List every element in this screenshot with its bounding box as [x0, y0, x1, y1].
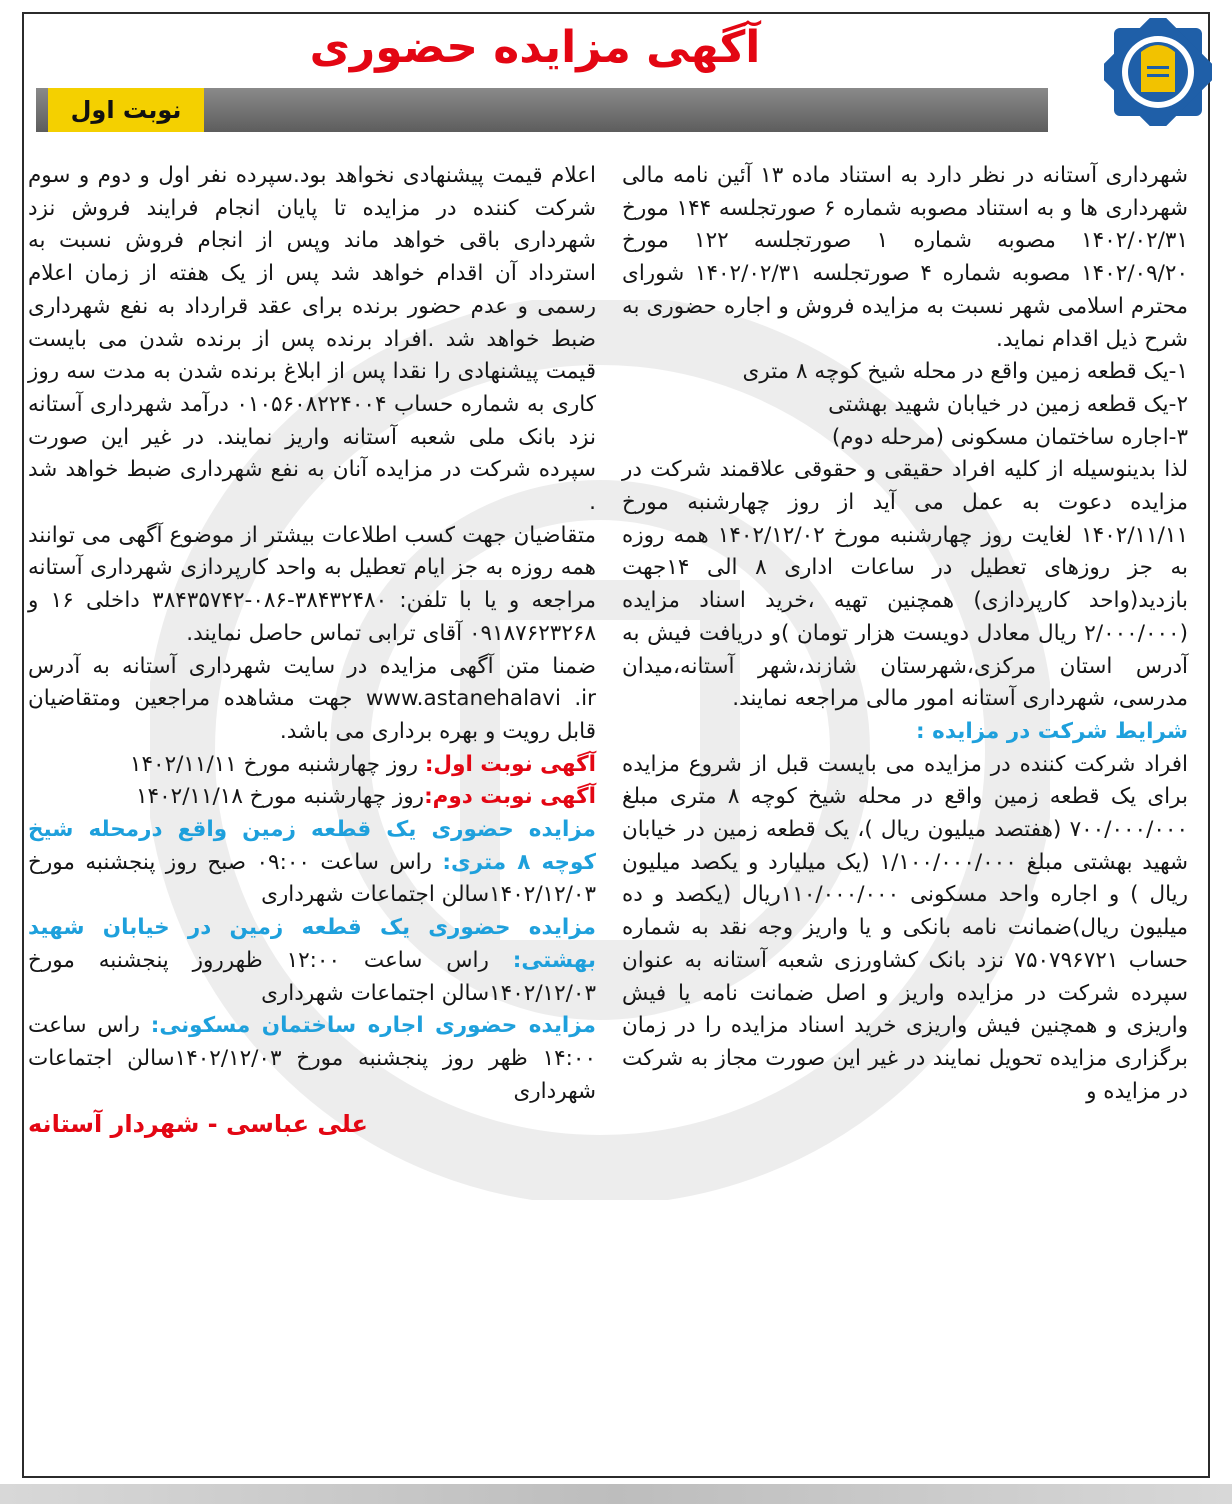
auction-1: [28, 814, 596, 912]
auction-2: [28, 912, 596, 1010]
auction-3: [28, 1010, 596, 1108]
second-ad-line: [28, 781, 596, 814]
right-column: [622, 160, 1188, 1108]
intro-paragraph: شهرداری آستانه در نظر دارد به استناد ماده ۱۳ آئین نامه مالی شهرداری ها و به استناد مصوبه شماره ۶ صورتجلسه ۱۴۴ مورخ ۱۴۰۲/۰۲/۳۱ مصوبه شماره ۱ صورتجلسه ۱۲۲ مورخ ۱۴۰۲/۰۹/۲۰ مصوبه شماره ۴ صورتجلسه ۱۴۰۲/۰۲/۳۱ شورای محترم اسلامی شهر نسبت به مزایده فروش و اجاره حضوری به شرح ذیل اقدام نماید.: [622, 163, 1188, 352]
round-badge: نوبت اول: [48, 88, 204, 132]
website-paragraph: ضمنا متن آگهی مزایده در سایت شهرداری آستانه به آدرس www.astanehalavi .ir جهت مشاهده مراجعین ومتقاضیان قابل رویت و بهره برداری می باشد.: [28, 653, 596, 744]
auction-1-label: مزایده حضوری یک قطعه زمین واقع درمحله شیخ کوچه ۸ متری:: [28, 817, 596, 875]
first-ad-date: روز چهارشنبه مورخ ۱۴۰۲/۱۱/۱۱: [129, 751, 425, 777]
auction-2-time: راس ساعت ۱۲:۰۰ ظهرروز پنجشنبه مورخ ۱۴۰۲/۱۲/۰۳سالن اجتماعات شهرداری: [28, 947, 596, 1006]
auction-3-time: راس ساعت ۱۴:۰۰ ظهر روز پنجشنبه مورخ ۱۴۰۲/۱۲/۰۳سالن اجتماعات شهرداری: [28, 1013, 596, 1104]
page-title: آگهی مزایده حضوری: [309, 22, 761, 73]
auction-2-label: مزایده حضوری یک قطعه زمین در خیابان شهید بهشتی:: [28, 915, 596, 973]
left-column: [28, 160, 596, 1141]
municipality-logo: [1104, 18, 1212, 126]
second-ad-date: روز چهارشنبه مورخ ۱۴۰۲/۱۱/۱۸: [136, 784, 425, 810]
list-item: ۱-یک قطعه زمین واقع در محله شیخ کوچه ۸ متری: [742, 359, 1188, 385]
list-item: ۳-اجاره ساختمان مسکونی (مرحله دوم): [831, 424, 1188, 450]
first-ad-label: آگهی نوبت اول:: [424, 751, 596, 777]
bottom-strip: [0, 1484, 1232, 1504]
invitation-paragraph: لذا بدینوسیله از کلیه افراد حقیقی و حقوقی علاقمند شرکت در مزایده دعوت به عمل می آید از روز چهارشنبه مورخ ۱۴۰۲/۱۱/۱۱ لغایت روز چهارشنبه مورخ ۱۴۰۲/۱۲/۰۲ همه روزه به جز روزهای تعطیل در ساعات اداری ۸ الی ۱۴جهت بازدید(واحد کارپردازی) همچنین تهیه ،خرید اسناد مزایده (۲/۰۰۰/۰۰۰ ریال معادل دویست هزار تومان )و دریافت فیش به آدرس استان مرکزی،شهرستان شازند،شهر آستانه،میدان مدرسی، شهرداری آستانه امور مالی مراجعه نمایند.: [622, 457, 1188, 712]
auction-3-label: مزایده حضوری اجاره ساختمان مسکونی:: [150, 1013, 596, 1039]
continuation-paragraph: اعلام قیمت پیشنهادی نخواهد بود.سپرده نفر اول و دوم و سوم شرکت کننده در مزایده تا پایان انجام فرایند فروش نزد شهرداری باقی خواهد ماند وپس از انجام فروش نسبت به استرداد آن اقدام خواهد شد پس از یک هفته از زمان اعلام رسمی و عدم حضور برنده برای عقد قرارداد به نفع شهرداری ضبط خواهد شد .افراد برنده پس از برنده شدن می بایست قیمت پیشنهادی را نقدا پس از ابلاغ برنده شدن به مدت سه روز کاری به شماره حساب ۰۱۰۵۶۰۸۲۲۴۰۰۴ درآمد شهرداری آستانه نزد بانک ملی شعبه آستانه واریز نمایند. در غیر این صورت سپرده شرکت در مزایده آنان به نفع شهرداری ضبط خواهد شد .: [28, 163, 596, 516]
list-item: ۲-یک قطعه زمین در خیابان شهید بهشتی: [828, 391, 1188, 417]
conditions-heading: شرایط شرکت در مزایده :: [916, 718, 1188, 744]
auction-1-time: راس ساعت ۰۹:۰۰ صبح روز پنجشنبه مورخ ۱۴۰۲/۱۲/۰۳سالن اجتماعات شهرداری: [28, 849, 596, 908]
signature: علی عباسی - شهردار آستانه: [28, 1110, 368, 1139]
first-ad-line: [28, 749, 596, 782]
second-ad-label: آگهی نوبت دوم:: [424, 784, 596, 810]
conditions-paragraph: افراد شرکت کننده در مزایده می بایست قبل از شروع مزایده برای یک قطعه زمین واقع در محله شیخ کوچه ۸ متری مبلغ ۷۰۰/۰۰۰/۰۰۰ (هفتصد میلیون ریال )، یک قطعه زمین در خیابان شهید بهشتی مبلغ ۱/۱۰۰/۰۰۰/۰۰۰ (یک میلیارد و یکصد میلیون ریال ) و اجاره واحد مسکونی ۱۱۰/۰۰۰/۰۰۰ریال (یکصد و ده میلیون ریال)ضمانت نامه بانکی و یا واریز وجه نقد به شماره حساب ۷۵۰۷۹۶۷۲۱ نزد بانک کشاورزی شعبه آستانه به عنوان سپرده شرکت در مزایده واریز و اصل ضمانت نامه یا فیش واریزی و همچنین فیش واریزی خرید اسناد مزایده را در زمان برگزاری مزایده تحویل نمایند در غیر این صورت مجاز به شرکت در مزایده و: [622, 751, 1188, 1104]
contact-paragraph: متقاضیان جهت کسب اطلاعات بیشتر از موضوع آگهی می توانند همه روزه به جز ایام تعطیل به واحد کارپردازی شهرداری آستانه مراجعه و یا با تلفن: ۳۸۴۳۲۴۸۰-۰۸۶-۳۸۴۳۵۷۴۲ داخلی ۱۶ و ۰۹۱۸۷۶۲۳۲۶۸ آقای ترابی تماس حاصل نمایند.: [28, 522, 596, 646]
